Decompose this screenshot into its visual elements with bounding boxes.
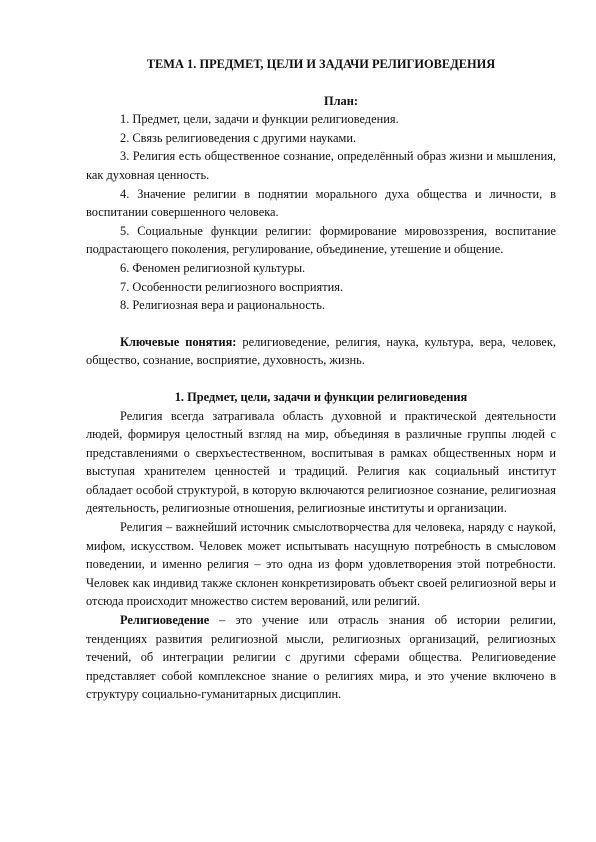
section-heading: 1. Предмет, цели, задачи и функции религиоведения [174, 389, 468, 404]
plan-item: 3. Религия есть общественное сознание, определённый образ жизни и мышления, как духовная ценность. [86, 149, 556, 182]
body-paragraph [86, 611, 556, 704]
plan-item: 2. Связь религиоведения с другими науками. [120, 130, 357, 145]
body-paragraph: Религия – важнейший источник смыслотворчества для человека, наряду с наукой, мифом, искусством. Человек может испытывать насущную потребность в смысловом поведении, и именно религия – это одна из форм удовлетворения этой потребности. Человек как индивид также склонен конкретизировать объект своей религиозной веры и отсюда происходит множество систем верований, или религий. [86, 520, 556, 609]
key-concepts [86, 333, 556, 370]
definition-text: – это учение или отрасль знания об истории религии, тенденциях развития религиозной мысли, религиозных организаций, религиозных течений, об интеграции религии с другими сферами общества. Религиоведение представляет собой комплексное знание о религиях мира, и это учение включено в структуру социально-гуманитарных дисциплин. [86, 613, 556, 702]
plan-item: 6. Феномен религиозной культуры. [120, 260, 306, 275]
spacer [86, 370, 556, 388]
plan-list [86, 110, 556, 315]
key-concepts-text: религиоведение, религия, наука, культура, вера, человек, общество, сознание, восприятие, духовность, жизнь. [86, 334, 556, 368]
spacer [86, 315, 556, 333]
plan-item: 7. Особенности религиозного восприятия. [120, 279, 344, 294]
body-paragraph: Религия всегда затрагивала область духовной и практической деятельности людей, формируя целостный взгляд на мир, объединяя в различные группы людей с представлениями о сверхъестественном, воспитывая в рамках общественных норм и выступая хранителем ценностей и традиций. Религия как социальный институт обладает особой структурой, в которую включаются религиозное сознание, религиозная деятельность, религиозные отношения, религиозные институты и организации. [86, 408, 556, 516]
document-title: ТЕМА 1. ПРЕДМЕТ, ЦЕЛИ И ЗАДАЧИ РЕЛИГИОВЕДЕНИЯ [146, 57, 496, 71]
plan-item: 1. Предмет, цели, задачи и функции религиоведения. [120, 112, 399, 127]
term-religiovedenie: Религиоведение [120, 613, 210, 628]
plan-item: 8. Религиозная вера и рациональность. [120, 298, 325, 313]
plan-item: 5. Социальные функции религии: формирование мировоззрения, воспитание подрастающего поколения, регулирование, объединение, утешение и общение. [86, 223, 556, 257]
key-concepts-label: Ключевые понятия: [120, 334, 237, 349]
plan-item: 4. Значение религии в поднятии морального духа общества и личности, в воспитании совершенного человека. [86, 186, 556, 220]
plan-heading: План: [323, 93, 359, 108]
